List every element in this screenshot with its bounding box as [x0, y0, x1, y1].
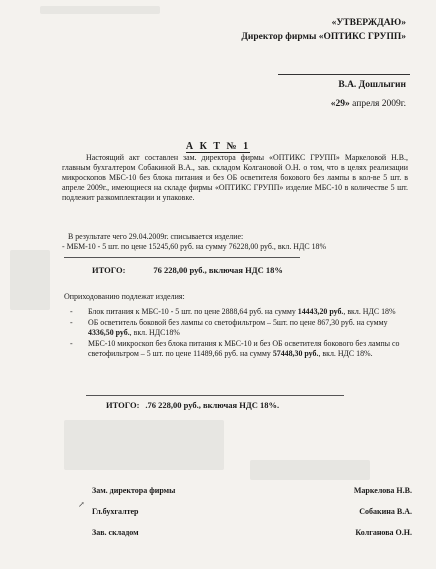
director-name: В.А. Дошлыгин	[338, 80, 406, 90]
item-text: Блок питания к МБС-10 - 5 шт. по цене 2888,64 руб. на сумму	[88, 307, 298, 316]
signature-role: Зав. складом	[92, 528, 139, 537]
signature-name: Колганова О.Н.	[355, 528, 412, 537]
items-list	[70, 307, 408, 360]
item-vat: , вкл. НДС 18%	[343, 307, 396, 316]
approval-signature-line	[278, 74, 410, 75]
list-item	[70, 318, 408, 338]
pen-mark-icon: ↗	[78, 500, 85, 509]
document-title	[0, 141, 436, 152]
item-text: ОБ осветитель боковой без лампы со светофильтром – 5шт. по цене 867,30 руб. на сумму	[88, 318, 388, 328]
act-paragraph-writeoff: - МБМ-10 - 5 шт. по цене 15245,60 руб. на сумму 76228,00 руб., вкл. НДС 18%	[62, 242, 327, 251]
signature-name: Собакина В.А.	[359, 507, 412, 516]
act-paragraph-result: В результате чего 29.04.2009г. списывается изделие:	[68, 232, 244, 241]
total-label: ИТОГО:	[106, 400, 140, 410]
list-item	[70, 307, 408, 317]
total-value: .76 228,00 руб., включая НДС 18%.	[145, 400, 280, 410]
total-label: ИТОГО:	[92, 265, 126, 275]
approval-heading: «УТВЕРЖДАЮ»	[331, 18, 406, 28]
item-sum: 14443,20 руб.	[297, 307, 344, 316]
divider-line	[86, 395, 344, 396]
items-subheading: Оприходованию подлежат изделия:	[64, 292, 185, 301]
signature-role: Зам. директора фирмы	[92, 486, 176, 495]
signature-role: Гл.бухгалтер	[92, 507, 139, 516]
scan-artifact	[250, 460, 370, 480]
item-sum: 57448,30 руб.	[272, 349, 319, 359]
scan-artifact	[64, 420, 224, 470]
approval-date	[331, 99, 406, 109]
total-received	[106, 400, 279, 410]
list-item	[70, 339, 408, 359]
divider-line	[64, 257, 300, 258]
list-dash: -	[70, 318, 73, 328]
scan-artifact	[10, 250, 50, 310]
act-paragraph-main: Настоящий акт составлен зам. директора фирмы «ОПТИКС ГРУПП» Маркеловой Н.В., главным бухгалтером Собакиной В.А., зав. складом Колгановой О.Н. о том, что в целях реализации микроскопов МБС-10 без блока питания и без ОБ осветителя бокового без лампы в кол-ве 5 шт. в апреле 2009г., имеющиеся на складе фирмы «ОПТИКС ГРУПП» изделие МБС-10 в количестве 5 шт. подлежит разкомплектации и упаковке.	[62, 153, 408, 203]
item-vat: , вкл. НДС18%	[129, 328, 180, 338]
item-vat: , вкл. НДС 18%.	[318, 349, 373, 359]
item-sum: 4336,50 руб.	[88, 328, 130, 338]
item-text: МБС-10 микроскоп без блока питания к МБС-10 и без ОБ осветителя бокового без лампы со светофильтром – 5 шт. по цене 11489,66 руб. на сумму	[88, 339, 400, 359]
list-dash: -	[70, 307, 73, 316]
approval-position: Директор фирмы «ОПТИКС ГРУПП»	[241, 32, 406, 42]
list-dash: -	[70, 339, 73, 349]
date-month-year: апреля 2009г.	[352, 99, 406, 109]
scan-artifact	[40, 6, 160, 14]
document-title-text: А К Т № 1	[185, 141, 251, 152]
total-writeoff	[92, 265, 283, 275]
signature-name: Маркелова Н.В.	[353, 486, 412, 495]
total-value: 76 228,00 руб., включая НДС 18%	[153, 265, 283, 275]
date-day: «29»	[330, 99, 350, 109]
